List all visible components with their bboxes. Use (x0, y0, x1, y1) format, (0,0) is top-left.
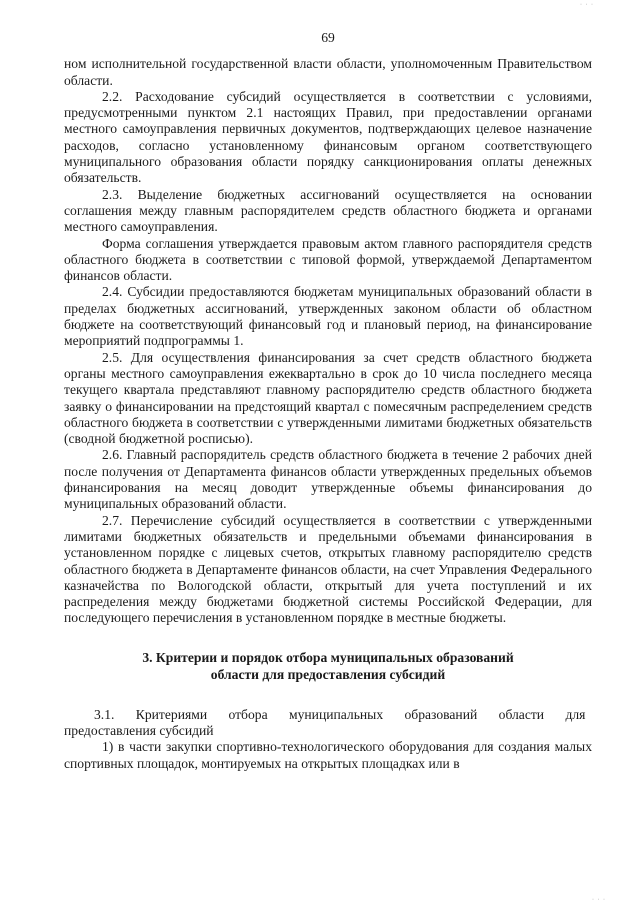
paragraph-2-4: 2.4. Субсидии предоставляются бюджетам муниципальных образований области в пределах бюджетных ассигнований, утвержденных законом области об областном бюджете на соответствующий финансовый год и плановый период, на финансирование мероприятий подпрограммы 1. (64, 284, 592, 349)
page-number: 69 (321, 30, 335, 45)
paragraph-2-6: 2.6. Главный распорядитель средств областного бюджета в течение 2 рабочих дней после получения от Департамента финансов области утвержденных предельных объемов финансирования на месяц доводит утвержденные объемы финансирования до муниципальных образований области. (64, 447, 592, 512)
scan-mark-bottom: · · · (592, 897, 606, 903)
section-title (64, 649, 592, 683)
paragraph-2-2: 2.2. Расходование субсидий осуществляется в соответствии с условиями, предусмотренными пунктом 2.1 настоящих Правил, при предоставлении органами местного самоуправления первичных документов, подтверждающих целевое назначение расходов, согласно установленному финансовым органом соответствующего муниципального образования области порядку санкционирования оплаты денежных обязательств. (64, 88, 592, 186)
document-page (64, 30, 592, 772)
paragraph-2-5: 2.5. Для осуществления финансирования за счет средств областного бюджета органы местного самоуправления ежеквартально в срок до 10 числа последнего месяца текущего квартала представляют главному распорядителю средств областного бюджета заявку о финансировании на предстоящий квартал с помесячным распределением средств областного бюджета в соответствии с утвержденными лимитами бюджетных обязательств (сводной бюджетной росписью). (64, 349, 592, 447)
section-title-line-1: 3. Критерии и порядок отбора муниципальных образований (142, 649, 514, 665)
paragraph-3-1-line-1: 3.1. Критериями отбора муниципальных образований области для (94, 706, 586, 722)
paragraph-2-3: 2.3. Выделение бюджетных ассигнований осуществляется на основании соглашения между главным распорядителем средств областного бюджета и органами местного самоуправления. (64, 186, 592, 235)
paragraph-3-1 (64, 707, 592, 723)
paragraph-item-1: 1) в части закупки спортивно-технологического оборудования для создания малых спортивных площадок, монтируемых на открытых площадках или в (64, 739, 592, 771)
paragraph-agreement-form: Форма соглашения утверждается правовым актом главного распорядителя средств областного бюджета в соответствии с типовой формой, утверждаемой Департаментом финансов области. (64, 235, 592, 284)
section-title-line-2: области для предоставления субсидий (210, 666, 446, 682)
paragraph-2-7: 2.7. Перечисление субсидий осуществляется в соответствии с утвержденными лимитами бюджетных обязательств и предельными объемами финансирования в установленном порядке с лицевых счетов, открытых главному распорядителю средств областного бюджета в Департаменте финансов области, на счет Управления Федерального казначейства по Вологодской области, открытый для учета поступлений и их распределения между бюджетами бюджетной системы Российской Федерации, для последующего перечисления в установленном порядке в местные бюджеты. (64, 512, 592, 626)
paragraph-3-1-continuation: предоставления субсидий (64, 722, 214, 738)
scan-mark-top: · · · (580, 2, 594, 8)
paragraph-continuation: ном исполнительной государственной власти области, уполномоченным Правительством области. (64, 56, 592, 88)
